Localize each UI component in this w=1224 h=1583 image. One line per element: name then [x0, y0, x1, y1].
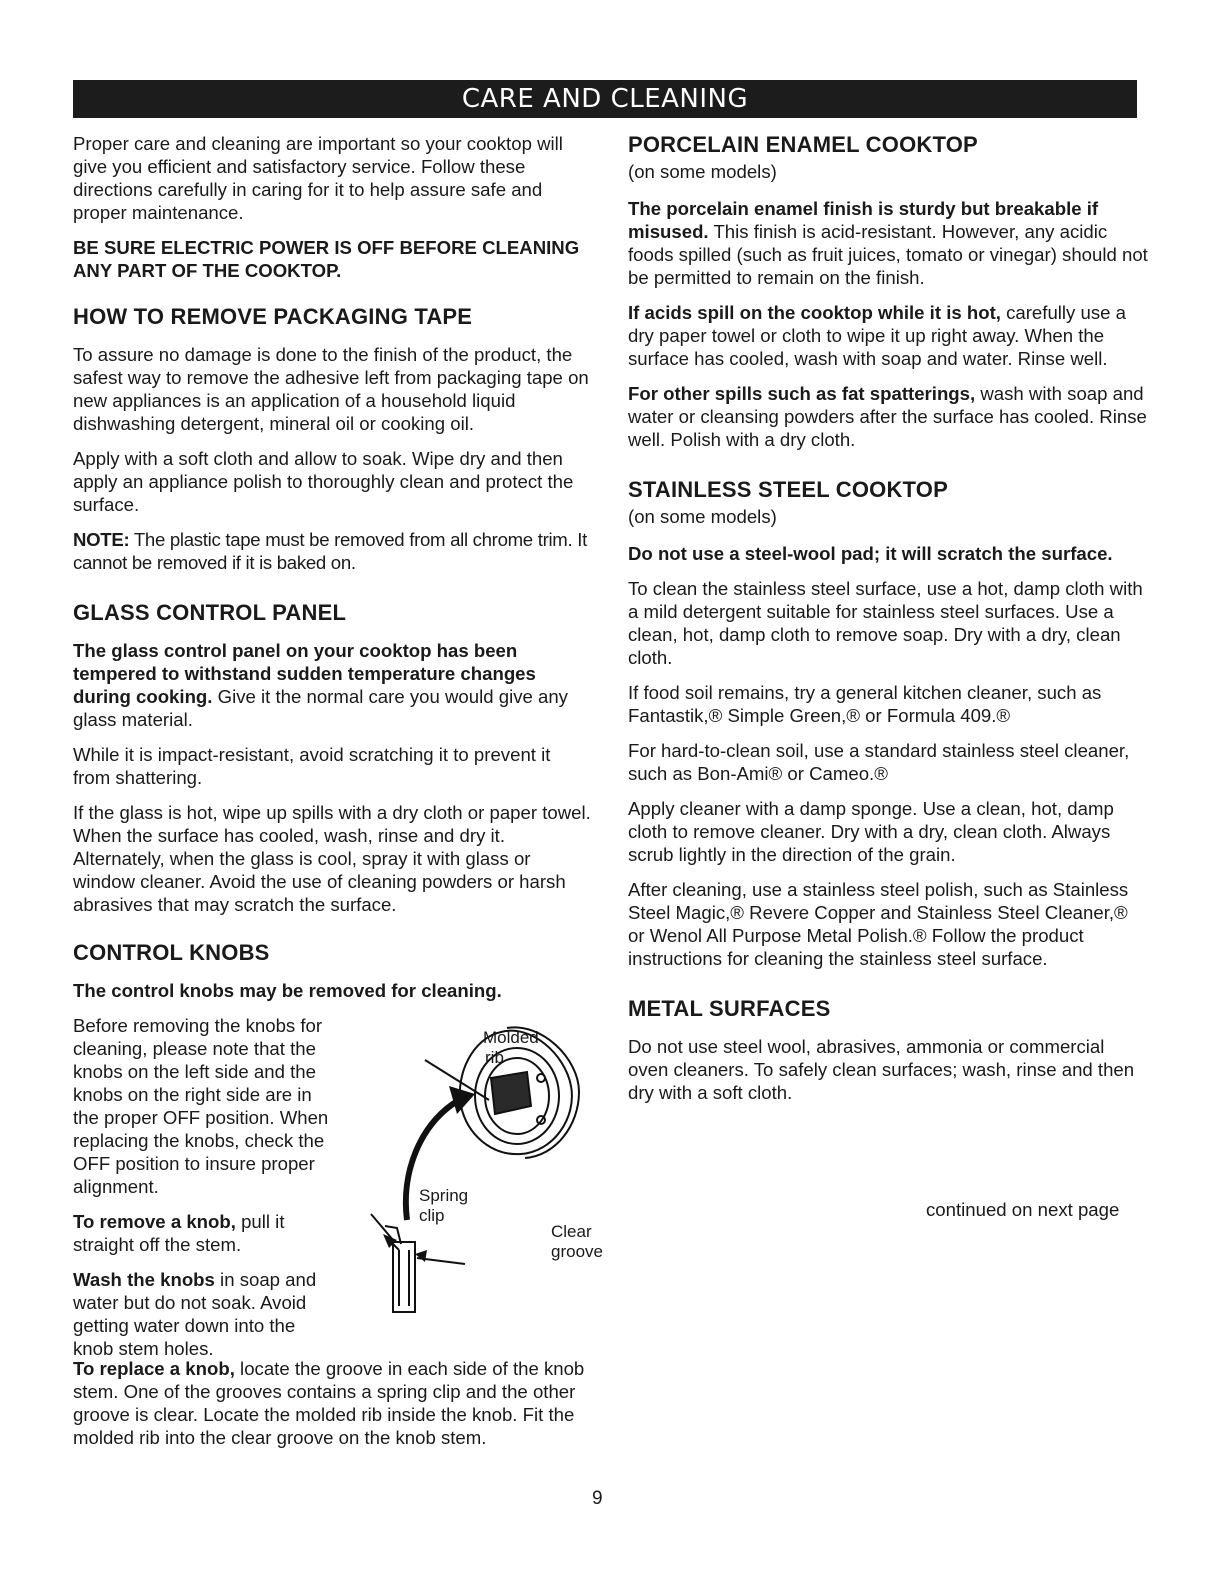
glass-panel-heading: GLASS CONTROL PANEL: [73, 600, 347, 625]
glass-paragraph-1: [73, 639, 591, 731]
stainless-models-note: (on some models): [628, 506, 777, 527]
page-number: 9: [592, 1488, 603, 1509]
porcelain-paragraph-3: [628, 382, 1148, 451]
wash-knob-paragraph: [73, 1268, 331, 1360]
glass-paragraph-2: While it is impact-resistant, avoid scratching it to prevent it from shattering.: [73, 744, 551, 788]
note-text: The plastic tape must be removed from all chrome trim. It cannot be removed if it is baked on.: [73, 529, 587, 573]
porcelain-paragraph-2: [628, 301, 1148, 370]
spring-clip-label-line2: clip: [419, 1206, 445, 1225]
porcelain-lead: The porcelain enamel finish is sturdy but breakable if misused.: [628, 198, 1099, 242]
acid-spill-lead: If acids spill on the cooktop while it is hot,: [628, 302, 1001, 323]
left-column: [73, 132, 603, 1461]
page-banner: CARE AND CLEANING: [73, 80, 1137, 118]
other-spills-text: wash with soap and water or cleansing powders after the surface has cooled. Rinse well. Polish with a dry cloth.: [628, 383, 1147, 450]
tape-paragraph-2: Apply with a soft cloth and allow to soak. Wipe dry and then apply an appliance polish to thoroughly clean and protect the surface.: [73, 448, 574, 515]
porcelain-paragraph-1: [628, 197, 1148, 289]
stainless-paragraph-3: For hard-to-clean soil, use a standard stainless steel cleaner, such as Bon-Ami® or Cameo.®: [628, 740, 1130, 784]
stainless-paragraph-5: After cleaning, use a stainless steel polish, such as Stainless Steel Magic,® Revere Copper and Stainless Steel Cleaner,® or Wenol All Purpose Metal Polish.® Follow the product instructions for cleaning the stainless steel surface.: [628, 879, 1129, 969]
packaging-tape-heading: HOW TO REMOVE PACKAGING TAPE: [73, 304, 473, 329]
stainless-paragraph-2: If food soil remains, try a general kitchen cleaner, such as Fantastik,® Simple Green,® or Formula 409.®: [628, 682, 1102, 726]
glass-rest: Give it the normal care you would give any glass material.: [73, 686, 568, 730]
wash-knob-text: in soap and water but do not soak. Avoid getting water down into the knob stem holes.: [73, 1269, 317, 1359]
molded-rib-label: [483, 1028, 539, 1068]
stainless-paragraph-1: To clean the stainless steel surface, use a hot, damp cloth with a mild detergent suitable for stainless steel surfaces. Use a clean, hot, damp cloth to remove soap. Dry with a dry, clean cloth.: [628, 578, 1143, 668]
remove-knob-text: pull it straight off the stem.: [73, 1211, 285, 1255]
power-off-warning: BE SURE ELECTRIC POWER IS OFF BEFORE CLEANING ANY PART OF THE COOKTOP.: [73, 237, 580, 281]
stainless-heading: STAINLESS STEEL COOKTOP: [628, 477, 948, 502]
remove-knob-lead: To remove a knob,: [73, 1211, 236, 1232]
spring-clip-label: [419, 1186, 468, 1226]
knobs-subheading: The control knobs may be removed for cleaning.: [73, 980, 502, 1001]
replace-knob-paragraph: [73, 1357, 591, 1449]
right-column: [628, 132, 1148, 1116]
metal-paragraph: Do not use steel wool, abrasives, ammonia or commercial oven cleaners. To safely clean surfaces; wash, rinse and then dry with a soft cloth.: [628, 1036, 1135, 1103]
knob-section: [73, 1014, 603, 1359]
molded-rib-label-line2: rib: [485, 1048, 504, 1067]
clear-groove-label: [551, 1222, 603, 1262]
steel-wool-warning: Do not use a steel-wool pad; it will scratch the surface.: [628, 543, 1113, 564]
metal-surfaces-heading: METAL SURFACES: [628, 996, 831, 1021]
remove-knob-paragraph: [73, 1210, 331, 1256]
knob-illustration: [341, 1014, 603, 1334]
intro-paragraph: Proper care and cleaning are important so your cooktop will give you efficient and satisfactory service. Follow these directions carefully in caring for it to help assure safe and proper maintenance.: [73, 133, 563, 223]
knobs-paragraph-1: Before removing the knobs for cleaning, please note that the knobs on the left side and the knobs on the right side are in the proper OFF position. When replacing the knobs, check the OFF position to insure proper alignment.: [73, 1015, 329, 1197]
knob-text-block: [73, 1014, 331, 1360]
acid-spill-text: carefully use a dry paper towel or cloth to wipe it up right away. When the surface has cooled, wash with soap and water. Rinse well.: [628, 302, 1126, 369]
continued-note: continued on next page: [926, 1199, 1120, 1220]
glass-paragraph-3: If the glass is hot, wipe up spills with a dry cloth or paper towel. When the surface has cooled, wash, rinse and dry it. Alternately, when the glass is cool, spray it with glass or window cleaner. Avoid the use of cleaning powders or harsh abrasives that may scratch the surface.: [73, 802, 591, 915]
replace-knob-lead: To replace a knob,: [73, 1358, 235, 1379]
knob-diagram-icon: [341, 1014, 581, 1334]
glass-lead: The glass control panel on your cooktop has been tempered to withstand sudden temperature changes during cooking.: [73, 640, 536, 707]
tape-paragraph-1: To assure no damage is done to the finish of the product, the safest way to remove the adhesive left from packaging tape on new appliances is an application of a household liquid dishwashing detergent, mineral oil or cooking oil.: [73, 344, 589, 434]
porcelain-heading: PORCELAIN ENAMEL COOKTOP: [628, 132, 978, 157]
molded-rib-label-line1: Molded: [483, 1028, 539, 1047]
note-label: NOTE:: [73, 529, 130, 550]
replace-knob-text: locate the groove in each side of the knob stem. One of the grooves contains a spring clip and the other groove is clear. Locate the molded rib inside the knob. Fit the molded rib into the clear groove on the knob stem.: [73, 1358, 585, 1448]
clear-groove-label-line2: groove: [551, 1242, 603, 1261]
wash-knob-lead: Wash the knobs: [73, 1269, 215, 1290]
stainless-paragraph-4: Apply cleaner with a damp sponge. Use a clean, hot, damp cloth to remove cleaner. Dry with a dry, clean cloth. Always scrub lightly in the direction of the grain.: [628, 798, 1114, 865]
tape-note: [73, 528, 591, 574]
clear-groove-label-line1: Clear: [551, 1222, 592, 1241]
other-spills-lead: For other spills such as fat spatterings,: [628, 383, 976, 404]
porcelain-models-note: (on some models): [628, 161, 777, 182]
spring-clip-label-line1: Spring: [419, 1186, 469, 1205]
porcelain-rest: This finish is acid-resistant. However, any acidic foods spilled (such as fruit juices, tomato or vinegar) should not be permitted to remain on the finish.: [628, 221, 1148, 288]
control-knobs-heading: CONTROL KNOBS: [73, 940, 270, 965]
